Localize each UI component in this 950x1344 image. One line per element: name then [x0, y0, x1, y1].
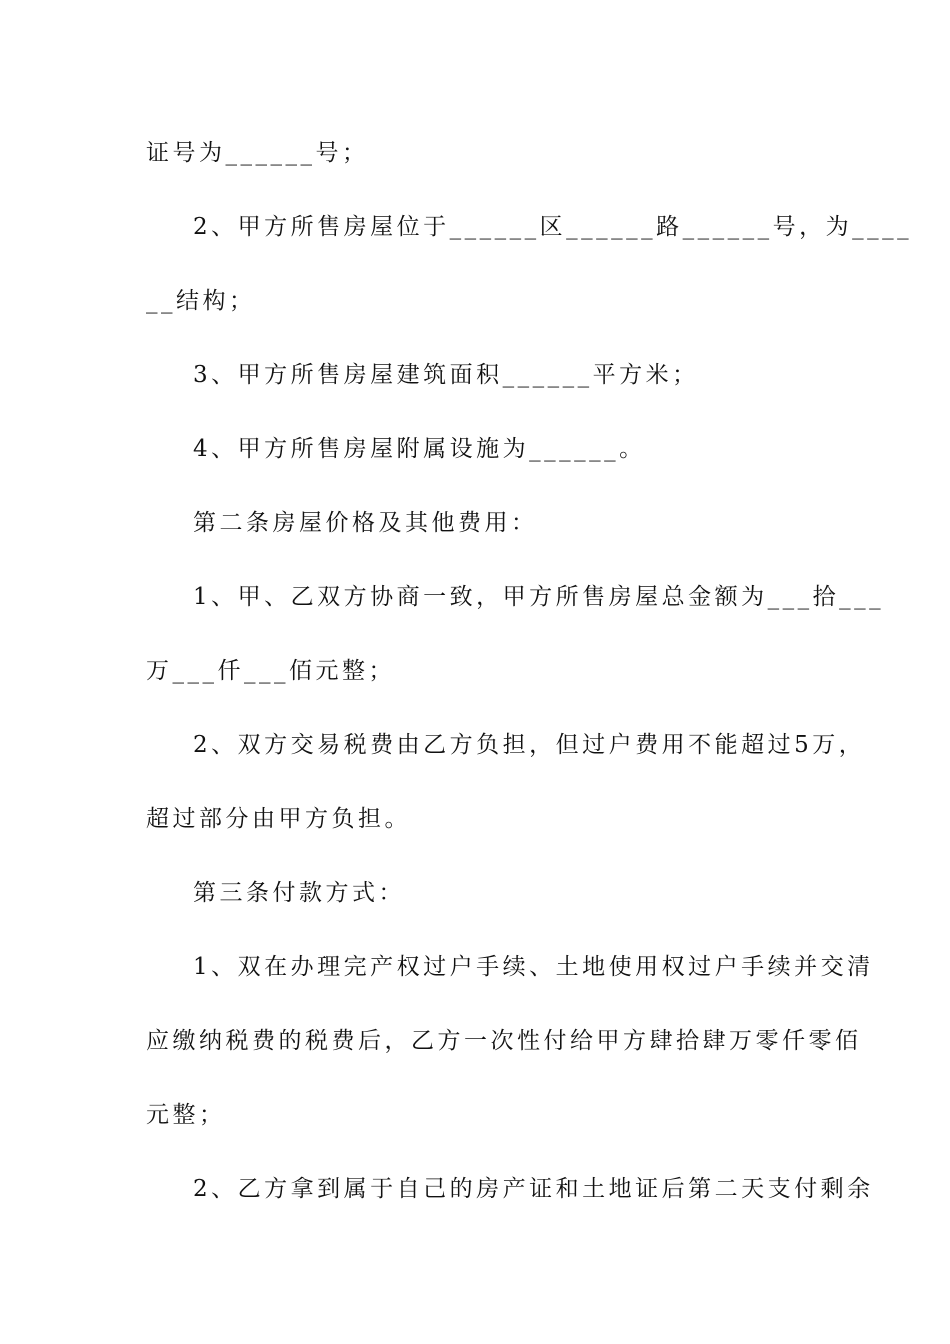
text-line-7: 1、甲、乙双方协商一致，甲方所售房屋总金额为___拾___ — [193, 584, 885, 610]
text-line-8: 万___仟___佰元整； — [146, 658, 395, 684]
text-line-4: 3、甲方所售房屋建筑面积______平方米； — [193, 362, 699, 388]
section-heading-3: 第三条付款方式： — [193, 880, 405, 906]
text-line-13: 应缴纳税费的税费后，乙方一次性付给甲方肆拾肆万零仟零佰 — [146, 1028, 862, 1054]
text-line-10: 超过部分由甲方负担。 — [146, 806, 411, 832]
section-heading-2: 第二条房屋价格及其他费用： — [193, 510, 538, 536]
text-line-1: 证号为______号； — [146, 140, 369, 166]
text-line-14: 元整； — [146, 1102, 226, 1128]
text-line-3: __结构； — [146, 288, 256, 314]
text-line-12: 1、双在办理完产权过户手续、土地使用权过户手续并交清 — [193, 954, 874, 980]
text-line-15: 2、乙方拿到属于自己的房产证和土地证后第二天支付剩余 — [193, 1176, 874, 1202]
text-line-9: 2、双方交易税费由乙方负担，但过户费用不能超过5万， — [193, 732, 866, 758]
text-line-2: 2、甲方所售房屋位于______区______路______号，为____ — [193, 214, 913, 240]
text-line-5: 4、甲方所售房屋附属设施为______。 — [193, 436, 646, 462]
